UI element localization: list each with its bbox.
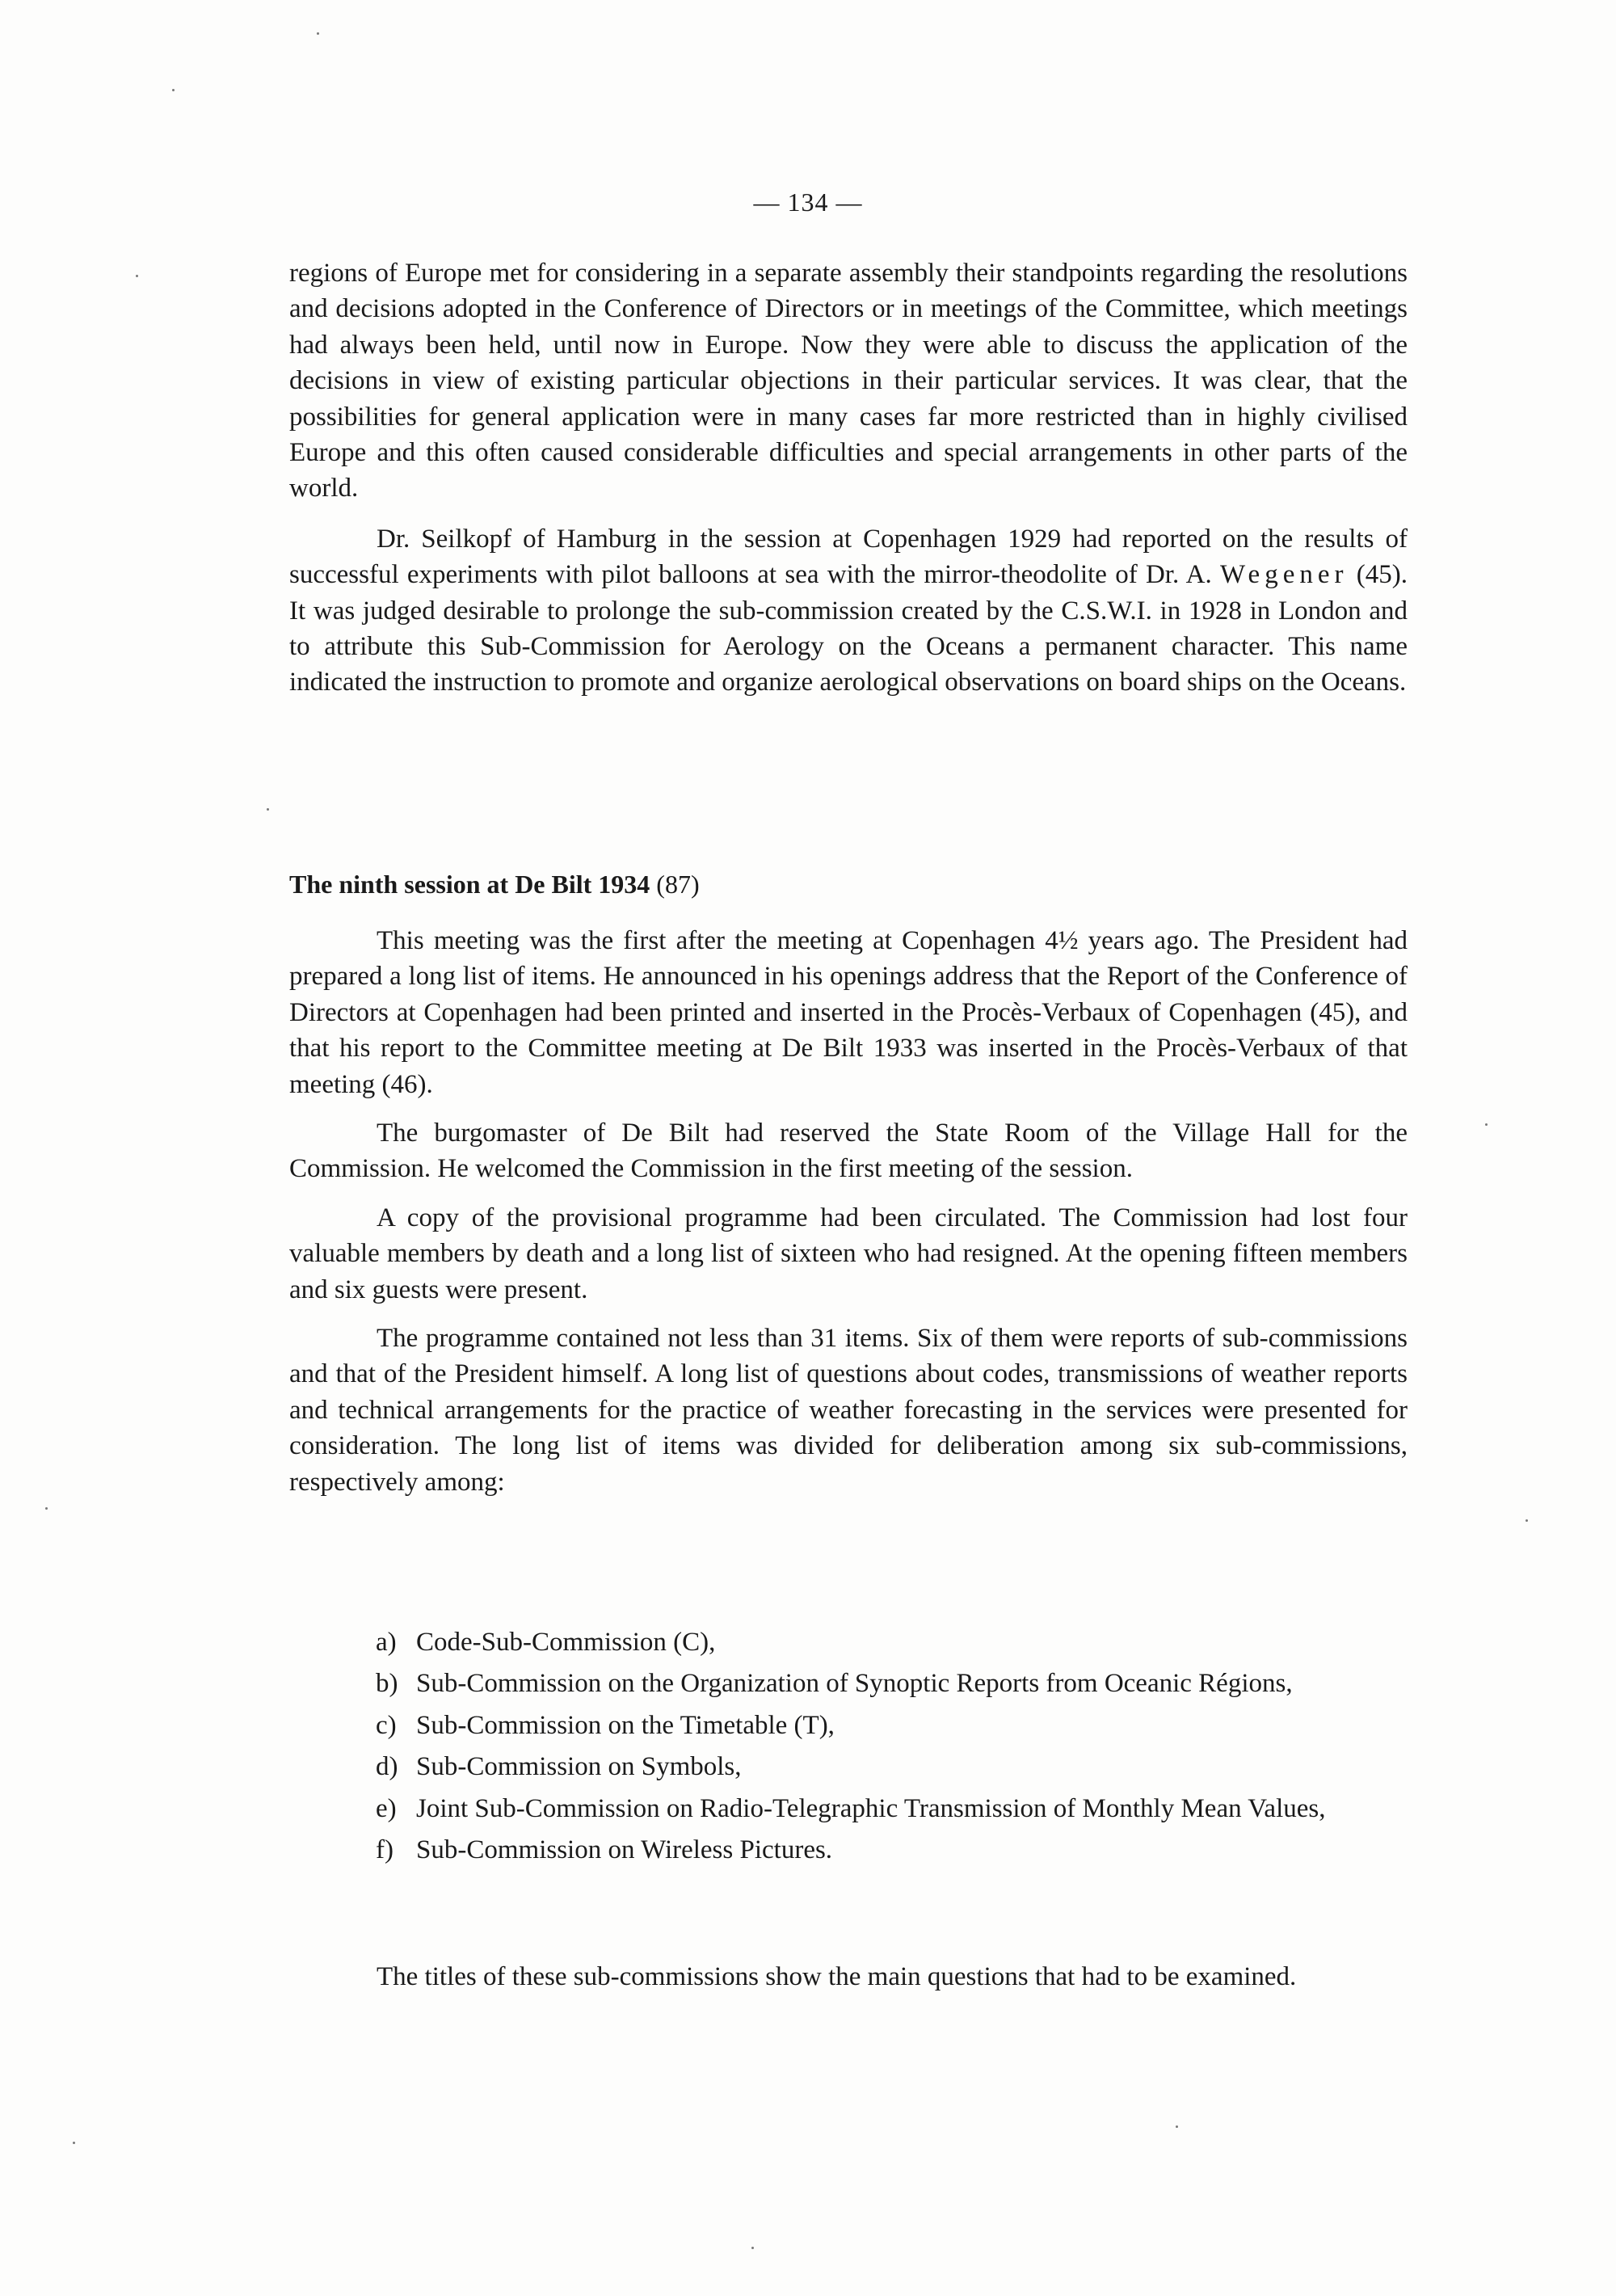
scan-speck <box>267 808 269 811</box>
list-item-text: Sub-Commission on the Timetable (T), <box>416 1710 835 1740</box>
section-heading-title: The ninth session at De Bilt 1934 <box>289 870 650 899</box>
page-number: — 134 — <box>753 187 863 217</box>
scan-speck <box>73 2142 75 2144</box>
name-wegener: Wegener <box>1220 560 1349 590</box>
scan-speck <box>751 2247 754 2249</box>
list-item-marker: c) <box>376 1710 397 1740</box>
list-item-marker: b) <box>376 1669 398 1699</box>
list-item <box>376 1749 1408 1784</box>
list-item-marker: a) <box>376 1628 397 1657</box>
list-item-marker: d) <box>376 1752 398 1782</box>
scan-speck <box>1526 1519 1528 1522</box>
paragraph-seilkopf-end: (45). It was judged desirable to prolonge the sub-commission created by the C.S.W.I. in 1928 in London and to attribute this Sub-Commission for Aerology on the Oceans a permanent character. This name indicated the instruction to promote and organize aerological observations on board ships on the Oceans. <box>289 560 1408 697</box>
paragraph-seilkopf-start: Dr. Seilkopf of Hamburg in the session at Copenhagen 1929 had reported on the results of successful experiments with pilot balloons at sea with the mirror-theodolite of Dr. A. <box>289 524 1408 590</box>
list-item-marker: e) <box>376 1793 397 1823</box>
scan-speck <box>172 89 175 91</box>
scan-speck <box>136 275 138 277</box>
section-continuation <box>289 255 1408 701</box>
list-item-text: Sub-Commission on Symbols, <box>416 1752 742 1782</box>
list-item-text: Joint Sub-Commission on Radio-Telegraphic Transmission of Monthly Mean Values, <box>416 1793 1326 1823</box>
closing-section <box>289 1959 1408 1995</box>
list-item-marker: f) <box>376 1835 393 1865</box>
sub-commission-list <box>376 1624 1408 1868</box>
list-item <box>376 1832 1408 1868</box>
list-item-text: Sub-Commission on Wireless Pictures. <box>416 1835 833 1865</box>
scan-speck <box>1176 2125 1178 2128</box>
scan-speck <box>1485 1123 1488 1126</box>
section-heading-reference: (87) <box>656 870 700 899</box>
list-item <box>376 1791 1408 1826</box>
scan-speck <box>45 1507 48 1510</box>
paragraph-regions: regions of Europe met for considering in a separate assembly their standpoints regarding the resolutions and decisions adopted in the Conference of Directors or in meetings of the Committee, which meetings had always been held, until now in Europe. Now they were able to discuss the application of the decisions in view of existing particular objections in their particular services. It was clear, that the possibilities for general application were in many cases far more restricted than in highly civilised Europe and this often caused considerable difficulties and special arrangements in other parts of the world. <box>289 259 1408 503</box>
section-heading <box>289 866 700 902</box>
list-item <box>376 1708 1408 1743</box>
paragraph-programme-copy: A copy of the provisional programme had been circulated. The Commission had lost four valuable members by death and a long list of sixteen who had resigned. At the opening fifteen members and six guests were present. <box>289 1203 1408 1304</box>
list-item <box>376 1666 1408 1701</box>
list-item-text: Sub-Commission on the Organization of Synoptic Reports from Oceanic Régions, <box>416 1669 1293 1699</box>
list-item-text: Code-Sub-Commission (C), <box>416 1628 716 1657</box>
paragraph-programme-items: The programme contained not less than 31 items. Six of them were reports of sub-commissions and that of the President himself. A long list of questions about codes, transmissions of weather reports and technical arrangements for the practice of weather forecasting in the services were presented for consideration. The long list of items was divided for deliberation among six sub-commissions, respectively among: <box>289 1324 1408 1497</box>
list-item <box>376 1624 1408 1660</box>
section-ninth-session <box>289 923 1408 1500</box>
paragraph-burgomaster: The burgomaster of De Bilt had reserved the State Room of the Village Hall for the Commission. He welcomed the Commission in the first meeting of the session. <box>289 1119 1408 1184</box>
scan-speck <box>317 32 319 35</box>
paragraph-seilkopf <box>289 521 1408 701</box>
paragraph-first-meeting: This meeting was the first after the meeting at Copenhagen 4½ years ago. The President had prepared a long list of items. He announced in his openings address that the Report of the Conference of Directors at Copenhagen had been printed and inserted in the Procès-Verbaux of Copenhagen (45), and that his report to the Committee meeting at De Bilt 1933 was inserted in the Procès-Verbaux of that meeting (46). <box>289 926 1408 1099</box>
paragraph-closing: The titles of these sub-commissions show the main questions that had to be examined. <box>377 1962 1297 1991</box>
